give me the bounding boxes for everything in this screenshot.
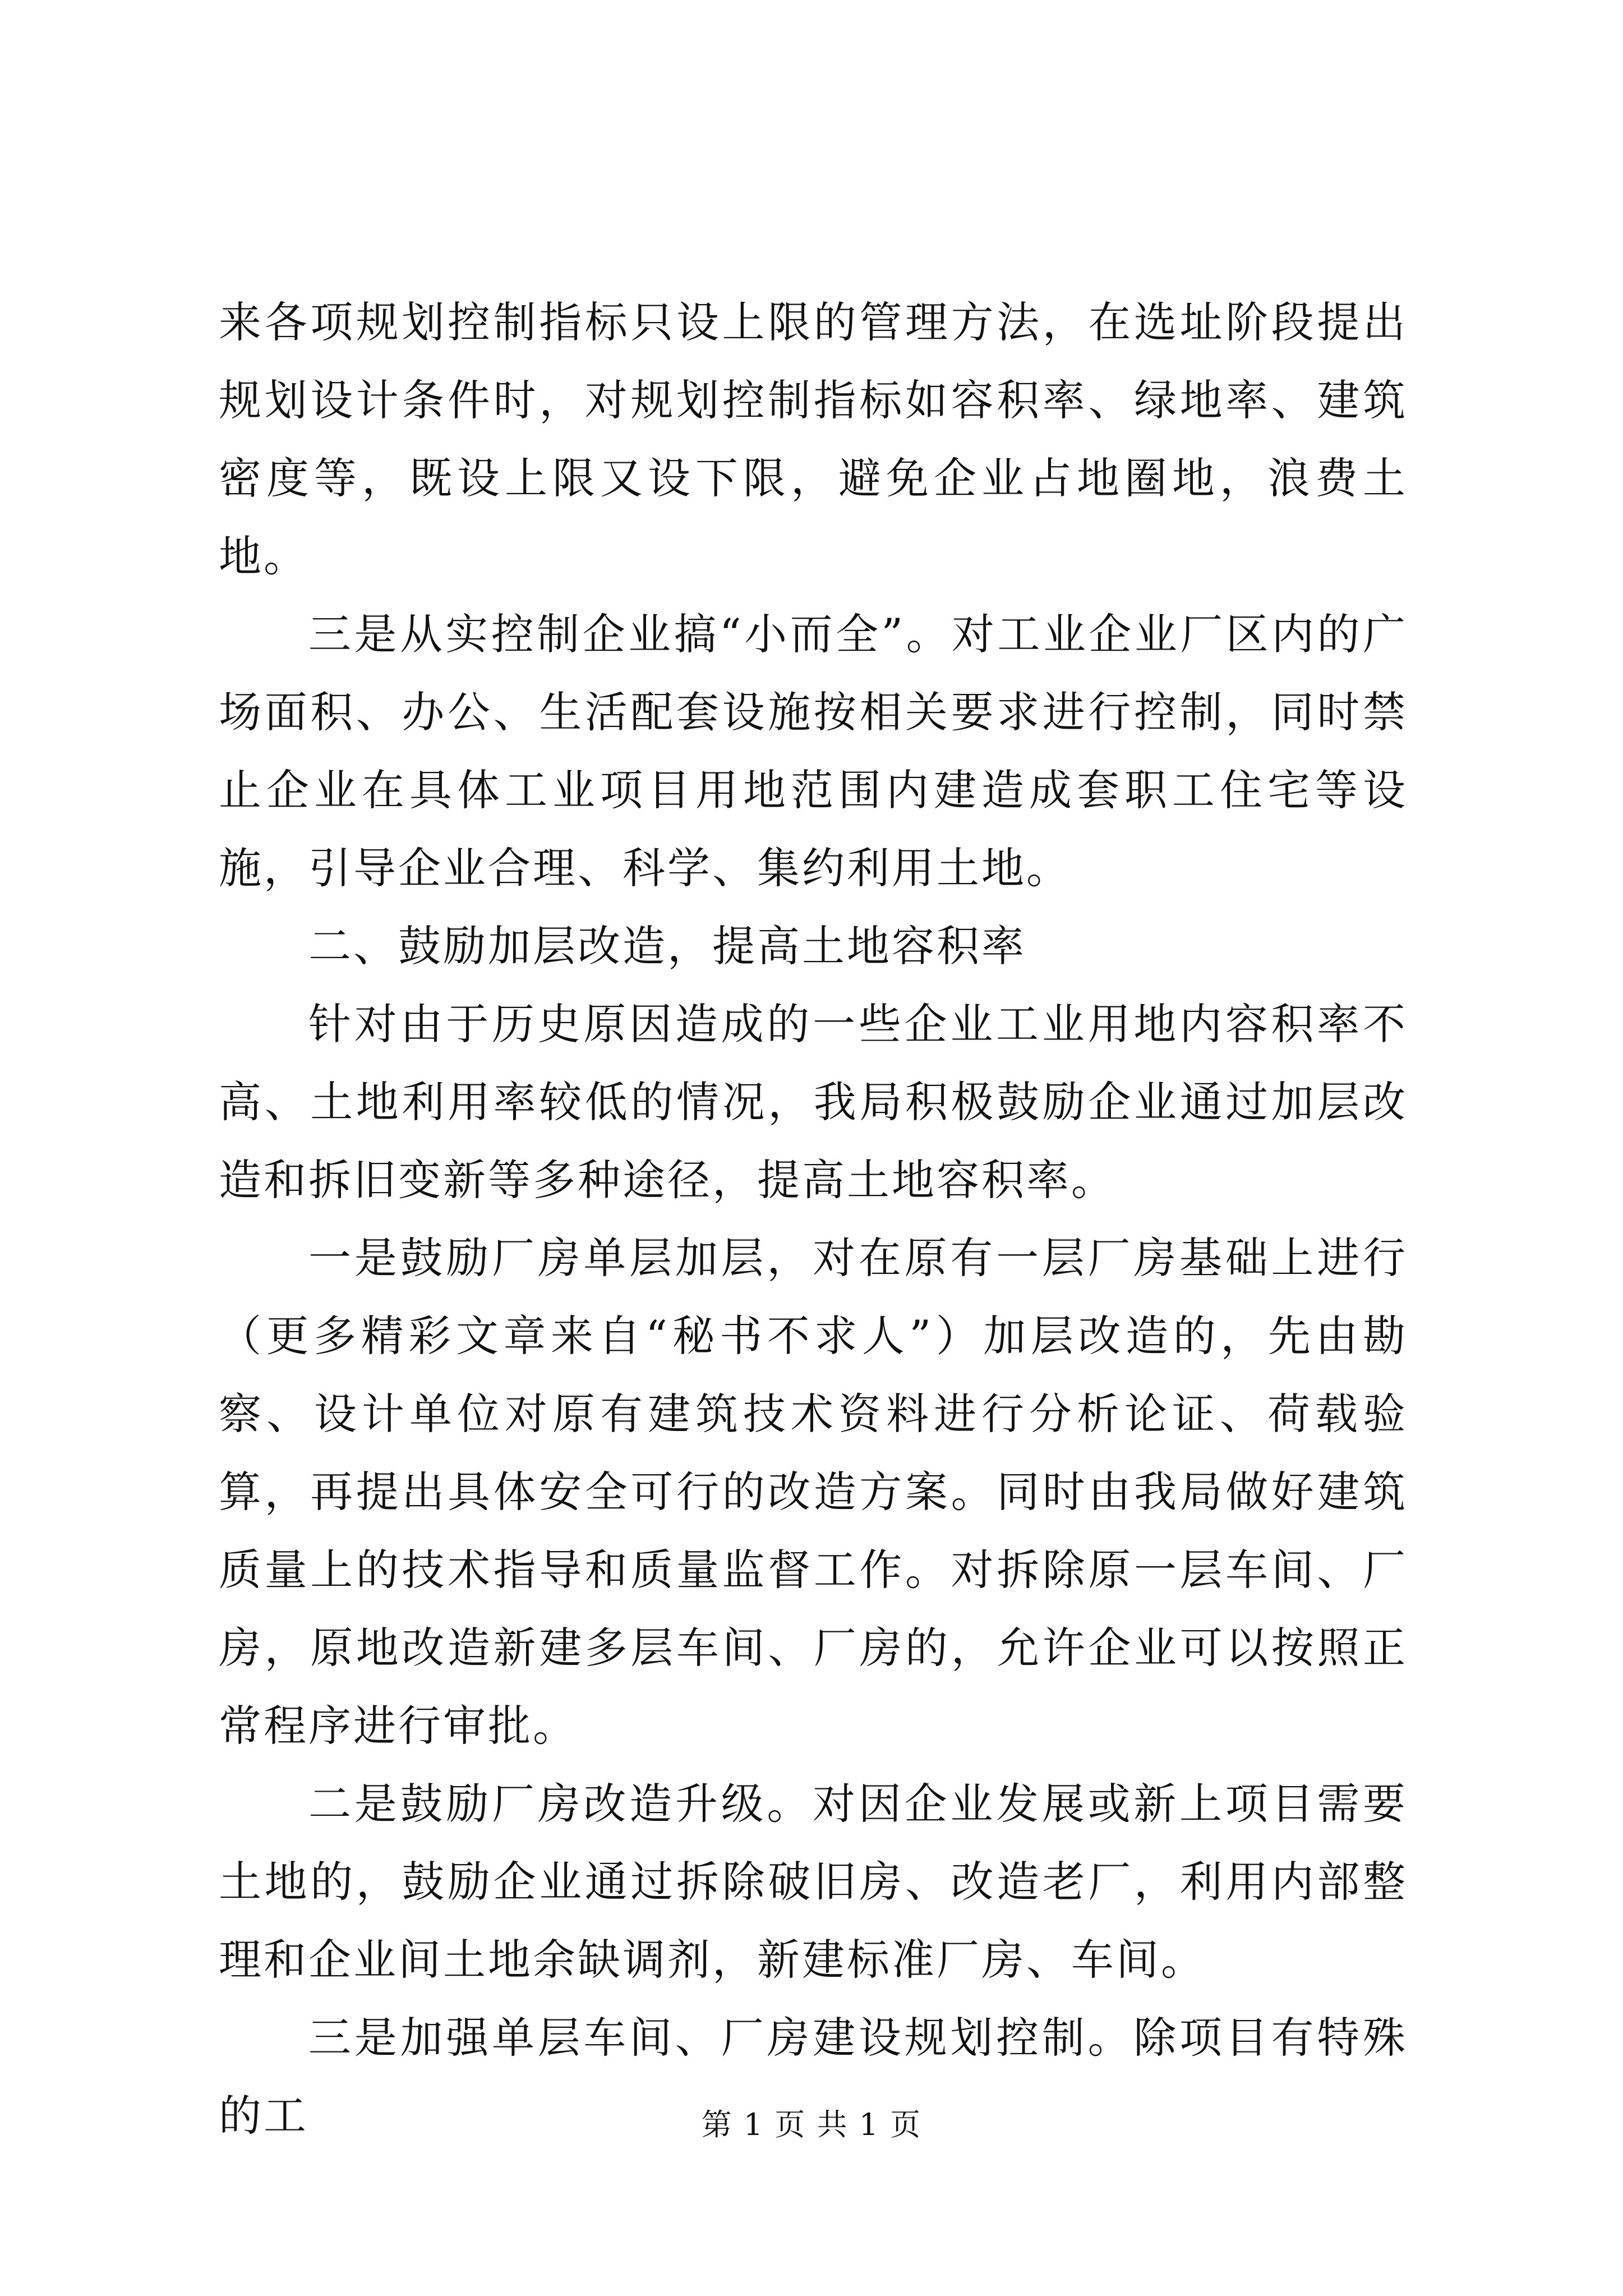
paragraph-continuation: 来各项规划控制指标只设上限的管理方法，在选址阶段提出规划设计条件时，对规划控制指标如容积率、绿地率、建筑密度等，既设上限又设下限，避免企业占地圈地，浪费土地。: [219, 297, 1408, 581]
paragraph-point-two-upgrade: 二是鼓励厂房改造升级。对因企业发展或新上项目需要土地的，鼓励企业通过拆除破旧房、改造老厂，利用内部整理和企业间土地余缺调剂，新建标准厂房、车间。: [219, 1779, 1408, 1985]
document-body: [219, 283, 1408, 2155]
paragraph-section-two-intro: 针对由于历史原因造成的一些企业工业用地内容积率不高、土地利用率较低的情况，我局积极鼓励企业通过加层改造和拆旧变新等多种途径，提高土地容积率。: [219, 999, 1408, 1205]
section-heading-two: 二、鼓励加层改造，提高土地容积率: [308, 921, 1026, 971]
paragraph-point-three-small-and-complete: 三是从实控制企业搞“小而全”。对工业企业厂区内的广场面积、办公、生活配套设施按相关要求进行控制，同时禁止企业在具体工业项目用地范围内建造成套职工住宅等设施，引导企业合理、科学、集约利用土地。: [219, 609, 1408, 893]
paragraph-point-three-control: 三是加强单层车间、厂房建设规划控制。除项目有特殊的工: [219, 2013, 1408, 2141]
page-number-footer: 第 1 页 共 1 页: [701, 2107, 922, 2142]
paragraph-point-one-add-floors: 一是鼓励厂房单层加层，对在原有一层厂房基础上进行（更多精彩文章来自“秘书不求人”）加层改造的，先由勘察、设计单位对原有建筑技术资料进行分析论证、荷载验算，再提出具体安全可行的改造方案。同时由我局做好建筑质量上的技术指导和质量监督工作。对拆除原一层车间、厂房，原地改造新建多层车间、厂房的，允许企业可以按照正常程序进行审批。: [219, 1233, 1408, 1751]
